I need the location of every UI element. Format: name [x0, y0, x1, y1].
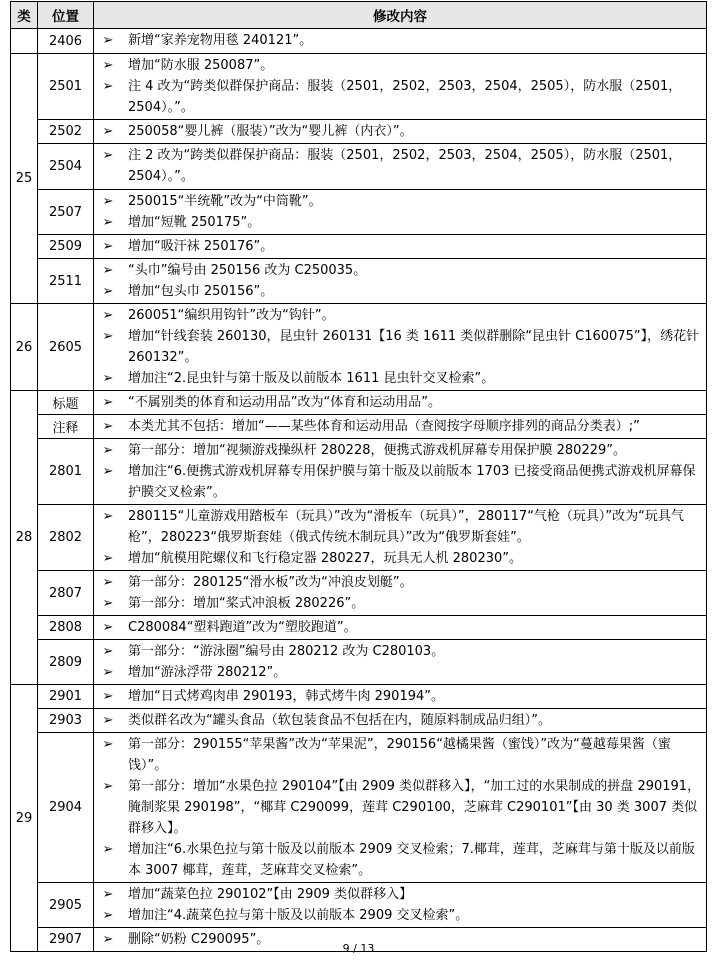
change-item: [100, 76, 703, 118]
change-text: 第一部分：290155“苹果酱”改为“苹果泥”，290156“越橘果酱（蜜饯）”改为“蔓越莓果酱（蜜饯）”。: [128, 737, 671, 773]
change-text: 注 2 改为“跨类似群保护商品：服装（2501，2502，2503，2504，2505），防水服（2501，2504）。”。: [128, 148, 682, 184]
change-list: [100, 392, 703, 413]
table-row: [11, 571, 707, 616]
change-text: 增加“日式烤鸡肉串 290193，韩式烤牛肉 290194”。: [128, 689, 444, 704]
change-item: [100, 281, 703, 302]
class-cell: 25: [11, 54, 38, 304]
table-body: [11, 29, 707, 952]
table-row: [11, 29, 707, 54]
arrow-bullet-icon: ➢: [102, 620, 114, 635]
arrow-bullet-icon: ➢: [102, 329, 114, 344]
change-item: [100, 905, 703, 926]
table-row: [11, 415, 707, 439]
table-row: [11, 439, 707, 505]
change-text: 增加“吸汗袜 250176”。: [128, 239, 274, 254]
change-text: 新增“家养宠物用毯 240121”。: [128, 33, 313, 48]
position-cell: 注释: [38, 415, 94, 439]
change-item: [100, 212, 703, 233]
arrow-bullet-icon: ➢: [102, 575, 114, 590]
revision-table: [10, 1, 707, 952]
change-text: “不属别类的体育和运动用品”改为“体育和运动用品”。: [128, 395, 441, 410]
change-text: 第一部分：增加“桨式冲浪板 280226”。: [128, 596, 365, 611]
content-cell: [94, 709, 707, 733]
table-row: [11, 144, 707, 190]
position-cell: 2509: [38, 235, 94, 259]
header-content: 修改内容: [94, 2, 707, 29]
arrow-bullet-icon: ➢: [102, 395, 114, 410]
change-item: [100, 368, 703, 389]
arrow-bullet-icon: ➢: [102, 887, 114, 902]
change-list: [100, 734, 703, 881]
position-cell: 2905: [38, 883, 94, 928]
change-text: 本类尤其不包括：增加“——某些体育和运动用品（查阅按字母顺序排列的商品分类表）;”: [128, 419, 640, 434]
content-cell: [94, 259, 707, 304]
position-cell: 2605: [38, 304, 94, 391]
change-item: [100, 305, 703, 326]
change-text: 280115“儿童游戏用踏板车（玩具）”改为“滑板车（玩具）”，280117“气枪（玩具）”改为“玩具气枪”，280223“俄罗斯套娃（俄式传统木制玩具）”改为“俄罗斯套娃”。: [128, 509, 684, 545]
arrow-bullet-icon: ➢: [102, 58, 114, 73]
content-cell: [94, 54, 707, 120]
position-cell: 2809: [38, 640, 94, 685]
arrow-bullet-icon: ➢: [102, 713, 114, 728]
content-cell: [94, 415, 707, 439]
change-item: [100, 734, 703, 776]
change-item: [100, 461, 703, 503]
change-item: [100, 548, 703, 569]
arrow-bullet-icon: ➢: [102, 779, 114, 794]
position-cell: 2904: [38, 733, 94, 883]
change-item: [100, 710, 703, 731]
change-text: 250015“半统靴”改为“中筒靴”。: [128, 194, 322, 209]
change-item: [100, 506, 703, 548]
position-cell: 2903: [38, 709, 94, 733]
table-row: [11, 54, 707, 120]
position-cell: 标题: [38, 391, 94, 415]
change-item: [100, 121, 703, 142]
arrow-bullet-icon: ➢: [102, 665, 114, 680]
table-row: [11, 733, 707, 883]
table-row: [11, 640, 707, 685]
class-cell: 29: [11, 685, 38, 952]
change-text: 第一部分：增加“视频游戏操纵杆 280228，便携式游戏机屏幕专用保护膜 280229”。: [128, 443, 626, 458]
change-text: 增加“蔬菜色拉 290102”【由 2909 类似群移入】: [128, 887, 413, 902]
arrow-bullet-icon: ➢: [102, 842, 114, 857]
change-text: 第一部分：280125“滑水板”改为“冲浪皮划艇”。: [128, 575, 413, 590]
table-row: [11, 190, 707, 235]
change-list: [100, 305, 703, 389]
content-cell: [94, 571, 707, 616]
change-list: [100, 686, 703, 707]
change-item: [100, 326, 703, 368]
position-cell: 2807: [38, 571, 94, 616]
content-cell: [94, 235, 707, 259]
change-item: [100, 839, 703, 881]
change-list: [100, 260, 703, 302]
position-cell: 2507: [38, 190, 94, 235]
change-text: “头巾”编号由 250156 改为 C250035。: [128, 263, 367, 278]
arrow-bullet-icon: ➢: [102, 932, 114, 947]
arrow-bullet-icon: ➢: [102, 419, 114, 434]
change-list: [100, 121, 703, 142]
change-item: [100, 55, 703, 76]
change-item: [100, 416, 703, 437]
table-row: [11, 709, 707, 733]
change-list: [100, 416, 703, 437]
change-item: [100, 617, 703, 638]
arrow-bullet-icon: ➢: [102, 33, 114, 48]
content-cell: [94, 505, 707, 571]
arrow-bullet-icon: ➢: [102, 737, 114, 752]
change-list: [100, 617, 703, 638]
position-cell: 2406: [38, 29, 94, 54]
change-item: [100, 662, 703, 683]
header-position: 位置: [38, 2, 94, 29]
content-cell: [94, 304, 707, 391]
arrow-bullet-icon: ➢: [102, 148, 114, 163]
header-row: [11, 2, 707, 29]
change-text: 注 4 改为“跨类似群保护商品：服装（2501，2502，2503，2504，2505），防水服（2501，2504）。”。: [128, 79, 682, 115]
table-row: [11, 685, 707, 709]
content-cell: [94, 29, 707, 54]
arrow-bullet-icon: ➢: [102, 443, 114, 458]
change-list: [100, 55, 703, 118]
class-cell: 26: [11, 304, 38, 391]
change-item: [100, 145, 703, 187]
change-item: [100, 884, 703, 905]
position-cell: 2901: [38, 685, 94, 709]
content-cell: [94, 616, 707, 640]
table-row: [11, 120, 707, 144]
change-text: 增加“防水服 250087”。: [128, 58, 274, 73]
change-item: [100, 30, 703, 51]
arrow-bullet-icon: ➢: [102, 308, 114, 323]
content-cell: [94, 120, 707, 144]
position-cell: 2808: [38, 616, 94, 640]
change-text: 第一部分：增加“水果色拉 290104”【由 2909 类似群移入】，“加工过的水果制成的拼盘 290191，腌制浆果 290198”，“椰茸 C290099，莲茸 C290100，芝麻茸 C290101”【由 30 类 3007 类似群移入】。: [128, 779, 701, 836]
change-list: [100, 641, 703, 683]
table-row: [11, 235, 707, 259]
change-list: [100, 572, 703, 614]
change-text: 260051“编织用钩针”改为“钩针”。: [128, 308, 335, 323]
class-cell: [11, 29, 38, 54]
change-text: 增加注“6.便携式游戏机屏幕专用保护膜与第十版及以前版本 1703 已接受商品便携式游戏机屏幕保护膜交叉检索”。: [128, 464, 696, 500]
change-list: [100, 236, 703, 257]
arrow-bullet-icon: ➢: [102, 464, 114, 479]
change-text: 第一部分：“游泳圈”编号由 280212 改为 C280103。: [128, 644, 445, 659]
table-row: [11, 505, 707, 571]
change-list: [100, 710, 703, 731]
change-item: [100, 572, 703, 593]
position-cell: 2502: [38, 120, 94, 144]
change-list: [100, 191, 703, 233]
change-list: [100, 884, 703, 926]
change-text: 类似群名改为“罐头食品（软包装食品不包括在内，随原料制成品归组）”。: [128, 713, 551, 728]
position-cell: 2801: [38, 439, 94, 505]
change-list: [100, 440, 703, 503]
table-row: [11, 883, 707, 928]
change-item: [100, 392, 703, 413]
change-text: 删除“奶粉 C290095”。: [128, 932, 270, 947]
table-row: [11, 616, 707, 640]
change-item: [100, 641, 703, 662]
content-cell: [94, 640, 707, 685]
position-cell: 2802: [38, 505, 94, 571]
arrow-bullet-icon: ➢: [102, 263, 114, 278]
change-text: 增加“游泳浮带 280212”。: [128, 665, 287, 680]
change-item: [100, 440, 703, 461]
content-cell: [94, 439, 707, 505]
position-cell: 2907: [38, 928, 94, 952]
change-text: 250058“婴儿裤（服装）”改为“婴儿裤（内衣）”。: [128, 124, 413, 139]
change-item: [100, 686, 703, 707]
change-item: [100, 191, 703, 212]
content-cell: [94, 733, 707, 883]
arrow-bullet-icon: ➢: [102, 551, 114, 566]
content-cell: [94, 391, 707, 415]
change-item: [100, 236, 703, 257]
arrow-bullet-icon: ➢: [102, 284, 114, 299]
content-cell: [94, 144, 707, 190]
arrow-bullet-icon: ➢: [102, 908, 114, 923]
table-row: [11, 259, 707, 304]
arrow-bullet-icon: ➢: [102, 371, 114, 386]
change-text: 增加“短靴 250175”。: [128, 215, 261, 230]
arrow-bullet-icon: ➢: [102, 124, 114, 139]
content-cell: [94, 883, 707, 928]
change-list: [100, 30, 703, 51]
arrow-bullet-icon: ➢: [102, 689, 114, 704]
header-class: 类: [11, 2, 38, 29]
content-cell: [94, 685, 707, 709]
position-cell: 2501: [38, 54, 94, 120]
change-text: 增加“针线套装 260130，昆虫针 260131【16 类 1611 类似群删除“昆虫针 C160075”】，绣花针 260132”。: [128, 329, 700, 365]
change-text: 增加注“2.昆虫针与第十版及以前版本 1611 昆虫针交叉检索”。: [128, 371, 495, 386]
position-cell: 2511: [38, 259, 94, 304]
change-text: 增加“包头巾 250156”。: [128, 284, 274, 299]
arrow-bullet-icon: ➢: [102, 509, 114, 524]
position-cell: 2504: [38, 144, 94, 190]
change-item: [100, 593, 703, 614]
change-list: [100, 506, 703, 569]
arrow-bullet-icon: ➢: [102, 194, 114, 209]
change-text: 增加注“4.蔬菜色拉与第十版及以前版本 2909 交叉检索”。: [128, 908, 469, 923]
arrow-bullet-icon: ➢: [102, 596, 114, 611]
arrow-bullet-icon: ➢: [102, 239, 114, 254]
change-text: C280084“塑料跑道”改为“塑胶跑道”。: [128, 620, 357, 635]
change-list: [100, 145, 703, 187]
content-cell: [94, 190, 707, 235]
page-number: 9 / 13: [342, 942, 375, 955]
class-cell: 28: [11, 391, 38, 685]
change-text: 增加注“6.水果色拉与第十版及以前版本 2909 交叉检索；7.椰茸，莲茸，芝麻茸与第十版及以前版本 3007 椰茸，莲茸，芝麻茸交叉检索”。: [128, 842, 695, 878]
change-item: [100, 260, 703, 281]
change-item: [100, 776, 703, 839]
table-row: [11, 304, 707, 391]
change-text: 增加“航模用陀螺仪和飞行稳定器 280227，玩具无人机 280230”。: [128, 551, 522, 566]
arrow-bullet-icon: ➢: [102, 79, 114, 94]
arrow-bullet-icon: ➢: [102, 215, 114, 230]
table-row: [11, 391, 707, 415]
arrow-bullet-icon: ➢: [102, 644, 114, 659]
